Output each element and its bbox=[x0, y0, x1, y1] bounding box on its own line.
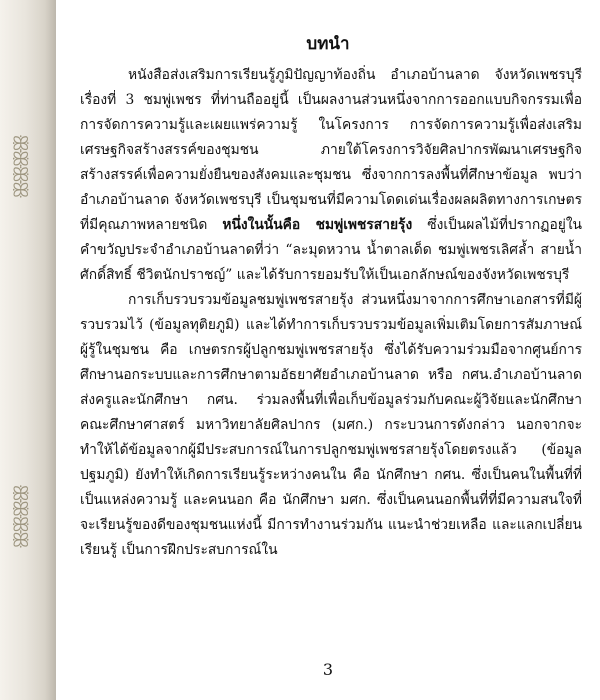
binding-ornament-top: ꕥꕥꕥꕥ bbox=[9, 136, 33, 199]
document-page bbox=[56, 0, 600, 700]
paragraph-1-text: หนังสือส่งเสริมการเรียนรู้ภูมิปัญญาท้องถิ่น อำเภอบ้านลาด จังหวัดเพชรบุรี เรื่องที่ 3 ชมพู่เพชร ที่ท่านถืออยู่นี้ เป็นผลงานส่วนหนึ่งจากการออกแบบกิจกรรมเพื่อการจัดการความรู้และเผยแพร่ความรู้ ในโครงการ การจัดการความรู้เพื่อส่งเสริมเศรษฐกิจสร้างสรรค์ของชุมชน ภายใต้โครงการวิจัยศิลปากรพัฒนาเศรษฐกิจสร้างสรรค์เพื่อความยั่งยืนของสังคมและชุมชน ซึ่งจากการลงพื้นที่ศึกษาข้อมูล พบว่า อำเภอบ้านลาด จังหวัดเพชรบุรี เป็นชุมชนที่มีความโดดเด่นเรื่องผลผลิตทางการเกษตรที่มีคุณภาพหลายชนิด bbox=[80, 67, 582, 233]
highlight-fruit-name: หนึ่งในนั้นคือ ชมพู่เพชรสายรุ้ง bbox=[222, 217, 413, 233]
page-title: บทนำ bbox=[306, 34, 350, 54]
book-binding bbox=[0, 0, 56, 700]
body-text bbox=[80, 63, 582, 563]
page-number: 3 bbox=[322, 660, 334, 679]
binding-ornament-bottom: ꕥꕥꕥꕥ bbox=[9, 486, 33, 549]
paragraph-2: การเก็บรวบรวมข้อมูลชมพู่เพชรสายรุ้ง ส่วนหนึ่งมาจากการศึกษาเอกสารที่มีผู้รวบรวมไว้ (ข้อมูลทุติยภูมิ) และได้ทำการเก็บรวบรวมข้อมูลเพิ่มเติมโดยการสัมภาษณ์ผู้รู้ในชุมชน คือ เกษตรกรผู้ปลูกชมพู่เพชรสายรุ้ง ซึ่งได้รับความร่วมมือจากศูนย์การศึกษานอกระบบและการศึกษาตามอัธยาศัยอำเภอบ้านลาด หรือ กศน.อำเภอบ้านลาด ส่งครูและนักศึกษา กศน. ร่วมลงพื้นที่เพื่อเก็บข้อมูลร่วมกับคณะผู้วิจัยและนักศึกษาคณะศึกษาศาสตร์ มหาวิทยาลัยศิลปากร (มศก.) กระบวนการดังกล่าว นอกจากจะทำให้ได้ข้อมูลจากผู้มีประสบการณ์ในการปลูกชมพู่เพชรสายรุ้งโดยตรงแล้ว (ข้อมูลปฐมภูมิ) ยังทำให้เกิดการเรียนรู้ระหว่างคนใน คือ นักศึกษา กศน. ซึ่งเป็นคนในพื้นที่ที่เป็นแหล่งความรู้ และคนนอก คือ นักศึกษา มศก. ซึ่งเป็นคนนอกพื้นที่ที่มีความสนใจที่จะเรียนรู้ของดีของชุมชนแห่งนี้ มีการทำงานร่วมกัน แนะนำช่วยเหลือ และแลกเปลี่ยนเรียนรู้ เป็นการฝึกประสบการณ์ใน bbox=[80, 292, 582, 558]
paragraph-1-text-cont: ซึ่งเป็นผลไม้ที่ปรากฏอยู่ในคำขวัญประจำอำเภอบ้านลาดที่ว่า “ละมุดหวาน น้ำตาลเด็ด ชมพู่เพชรเลิศล้ำ สายน้ำศักดิ์สิทธิ์ ชีวิตนักปราชญ์” และได้รับการยอมรับให้เป็นเอกลักษณ์ของจังหวัดเพชรบุรี bbox=[80, 217, 582, 283]
paragraph-1 bbox=[80, 63, 582, 288]
